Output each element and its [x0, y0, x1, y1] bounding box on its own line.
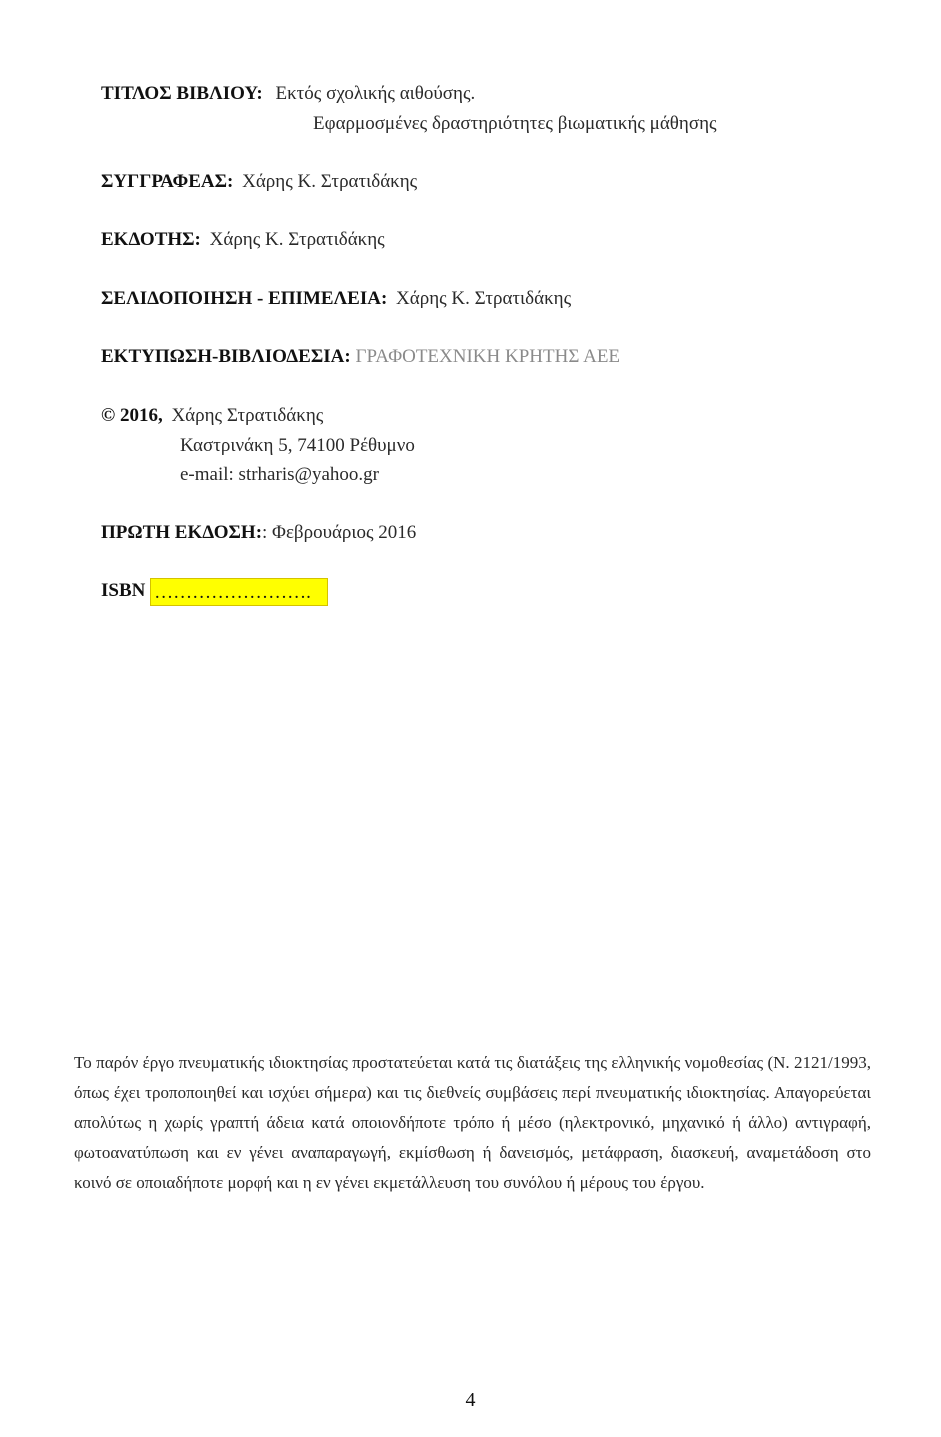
- copyright-email: e-mail: strharis@yahoo.gr: [180, 464, 379, 485]
- page-number: 4: [465, 1389, 476, 1411]
- publisher-label: ΕΚΔΟΤΗΣ:: [101, 229, 201, 250]
- isbn-row: [101, 576, 328, 606]
- layout-editing-value: Χάρης Κ. Στρατιδάκης: [396, 288, 572, 309]
- copyright-legal-notice: Το παρόν έργο πνευματικής ιδιοκτησίας προστατεύεται κατά τις διατάξεις της ελληνικής νομοθεσίας (Ν. 2121/1993, όπως έχει τροποποιηθεί και ισχύει σήμερα) και τις διεθνείς συμβάσεις περί πνευματικής ιδιοκτησίας. Απαγορεύεται απολύτως η χωρίς γραπτή άδεια κατά οποιονδήποτε τρόπο ή μέσο (ηλεκτρονικό, μηχανικό ή άλλο) αντιγραφή, φωτοανατύπωση και εν γένει αναπαραγωγή, εκμίσθωση ή δανεισμός, μετάφραση, διασκευή, αναμετάδοση στο κοινό σε οποιαδήποτε μορφή και η εν γένει εκμετάλλευση του συνόλου ή μέρους του έργου.: [74, 1053, 871, 1192]
- author-value: Χάρης Κ. Στρατιδάκης: [242, 171, 418, 192]
- book-subtitle-value: Εφαρμοσμένες δραστηριότητες βιωματικής μάθησης: [313, 113, 717, 134]
- copyright-row: [101, 404, 323, 428]
- printing-binding-row: [101, 345, 620, 369]
- copyright-address: Καστρινάκη 5, 74100 Ρέθυμνο: [180, 435, 415, 456]
- copyright-label: © 2016,: [101, 405, 163, 426]
- publisher-value: Χάρης Κ. Στρατιδάκης: [209, 229, 385, 250]
- book-title-label: ΤΙΤΛΟΣ ΒΙΒΛΙΟΥ:: [101, 83, 263, 104]
- publisher-row: [101, 228, 385, 252]
- first-edition-row: [101, 521, 416, 545]
- isbn-placeholder: …………………….: [150, 578, 328, 606]
- book-title-row: [101, 82, 475, 106]
- layout-editing-label: ΣΕΛΙΔΟΠΟΙΗΣΗ - ΕΠΙΜΕΛΕΙΑ:: [101, 288, 388, 309]
- first-edition-label: ΠΡΩΤΗ ΕΚΔΟΣΗ:: [101, 522, 263, 543]
- printing-binding-value: ΓΡΑΦΟΤΕΧΝΙΚΗ ΚΡΗΤΗΣ ΑΕΕ: [355, 346, 621, 367]
- first-edition-value: : Φεβρουάριος 2016: [262, 522, 417, 543]
- author-label: ΣΥΓΓΡΑΦΕΑΣ:: [101, 171, 234, 192]
- layout-editing-row: [101, 287, 571, 311]
- printing-binding-label: ΕΚΤΥΠΩΣΗ-ΒΙΒΛΙΟΔΕΣΙΑ:: [101, 346, 351, 367]
- isbn-label: ISBN: [101, 580, 146, 601]
- author-row: [101, 170, 417, 194]
- copyright-holder: Χάρης Στρατιδάκης: [171, 405, 324, 426]
- book-title-value: Εκτός σχολικής αιθούσης.: [275, 83, 476, 104]
